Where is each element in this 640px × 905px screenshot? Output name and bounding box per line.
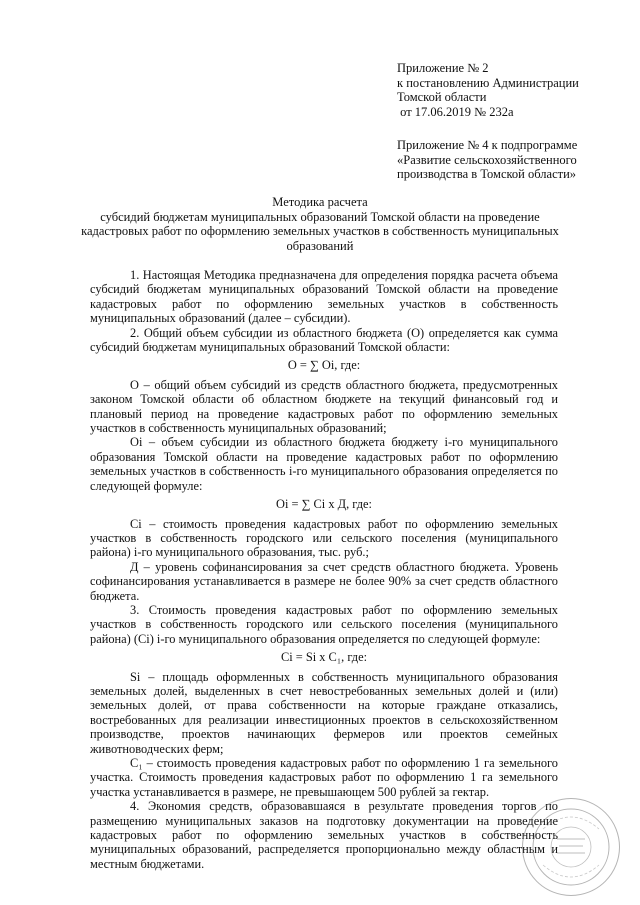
- official-stamp: [522, 798, 620, 896]
- subprogram-line: производства в Томской области»: [397, 167, 577, 181]
- paragraph-2: 2. Общий объем субсидии из областного бюджета (O) определяется как сумма субсидий бюджетам муниципальных образований Томской области:: [90, 325, 558, 355]
- appendix-header: [397, 61, 579, 119]
- document-body: [90, 268, 558, 871]
- title-line: кадастровых работ по оформлению земельных участков в собственность муниципальных: [81, 224, 559, 238]
- appendix-line: к постановлению Администрации: [397, 75, 579, 90]
- appendix-line: от 17.06.2019 № 232а: [397, 104, 514, 119]
- subprogram-line: «Развитие сельскохозяйственного: [397, 152, 577, 167]
- title-line: образований: [286, 238, 354, 253]
- formula-oi: Oi = ∑ Ci x Д, где:: [276, 497, 372, 512]
- paragraph-10: 4. Экономия средств, образовавшаяся в результате проведения торгов по размещению муниципальных заказов на подготовку документации на проведение кадастровых работ по оформлению земельных участков в собственность муниципальных образований, распределяется пропорционально между областным и местным бюджетами.: [90, 799, 558, 871]
- paragraph-4: Oi – объем субсидии из областного бюджета бюджету i-го муниципального образования Томской области на проведение кадастровых работ по оформлению земельных участков в собственность i-го муниципального образования определяется по следующей формуле:: [90, 435, 558, 493]
- paragraph-7: 3. Стоимость проведения кадастровых работ по оформлению земельных участков в собственность городского или сельского поселения (муниципального района) (Ci) i-го муниципального образования определяется по следующей формуле:: [90, 602, 558, 646]
- paragraph-3: O – общий объем субсидий из средств областного бюджета, предусмотренных законом Томской области об областном бюджете на текущий финансовый год и плановый период на проведение кадастровых работ по оформлению земельных участков в собственность муниципальных образований;: [90, 377, 558, 436]
- subprogram-line: Приложение № 4 к подпрограмме: [397, 138, 578, 152]
- subprogram-header: [397, 138, 577, 182]
- paragraph-1: 1. Настоящая Методика предназначена для определения порядка расчета объема субсидий бюджетам муниципальных образований Томской области на проведение кадастровых работ по оформлению земельных участков в собственность муниципальных образований (далее – субсидии).: [90, 268, 558, 326]
- stamp-seal-graphic: [523, 799, 619, 895]
- paragraph-8: Si – площадь оформленных в собственность муниципального образования земельных долей, выделенных в счет невостребованных земельных долей и (или) земельных долей, от права собственности на которые граждане отказались, востребованных для реализации инвестиционных проектов в сельскохозяйственном производстве, проектов начинающих фермеров или проектов семейных животноводческих ферм;: [90, 669, 558, 756]
- appendix-line: Приложение № 2: [397, 61, 489, 75]
- appendix-line: Томской области: [397, 90, 487, 104]
- title-line: Методика расчета: [272, 195, 368, 209]
- paragraph-5: Ci – стоимость проведения кадастровых работ по оформлению земельных участков в собственность городского или сельского поселения (муниципального района) i-го муниципального образования, тыс. руб.;: [90, 516, 558, 560]
- formula-ci: Ci = Si x C₁, где:: [280, 650, 368, 665]
- paragraph-6: Д – уровень софинансирования за счет средств областного бюджета. Уровень софинансирования устанавливается в размере не более 90% за счет средств областного бюджета.: [90, 559, 558, 603]
- formula-total: O = ∑ Oi, где:: [287, 358, 361, 373]
- document-title: [70, 195, 570, 253]
- title-line: субсидий бюджетам муниципальных образований Томской области на проведение: [100, 209, 540, 224]
- paragraph-9: C₁ – стоимость проведения кадастровых работ по оформлению 1 га земельного участка. Стоимость проведения кадастровых работ по оформлению 1 га земельного участка устанавливается в размере, не превышающем 500 рублей за гектар.: [90, 756, 558, 799]
